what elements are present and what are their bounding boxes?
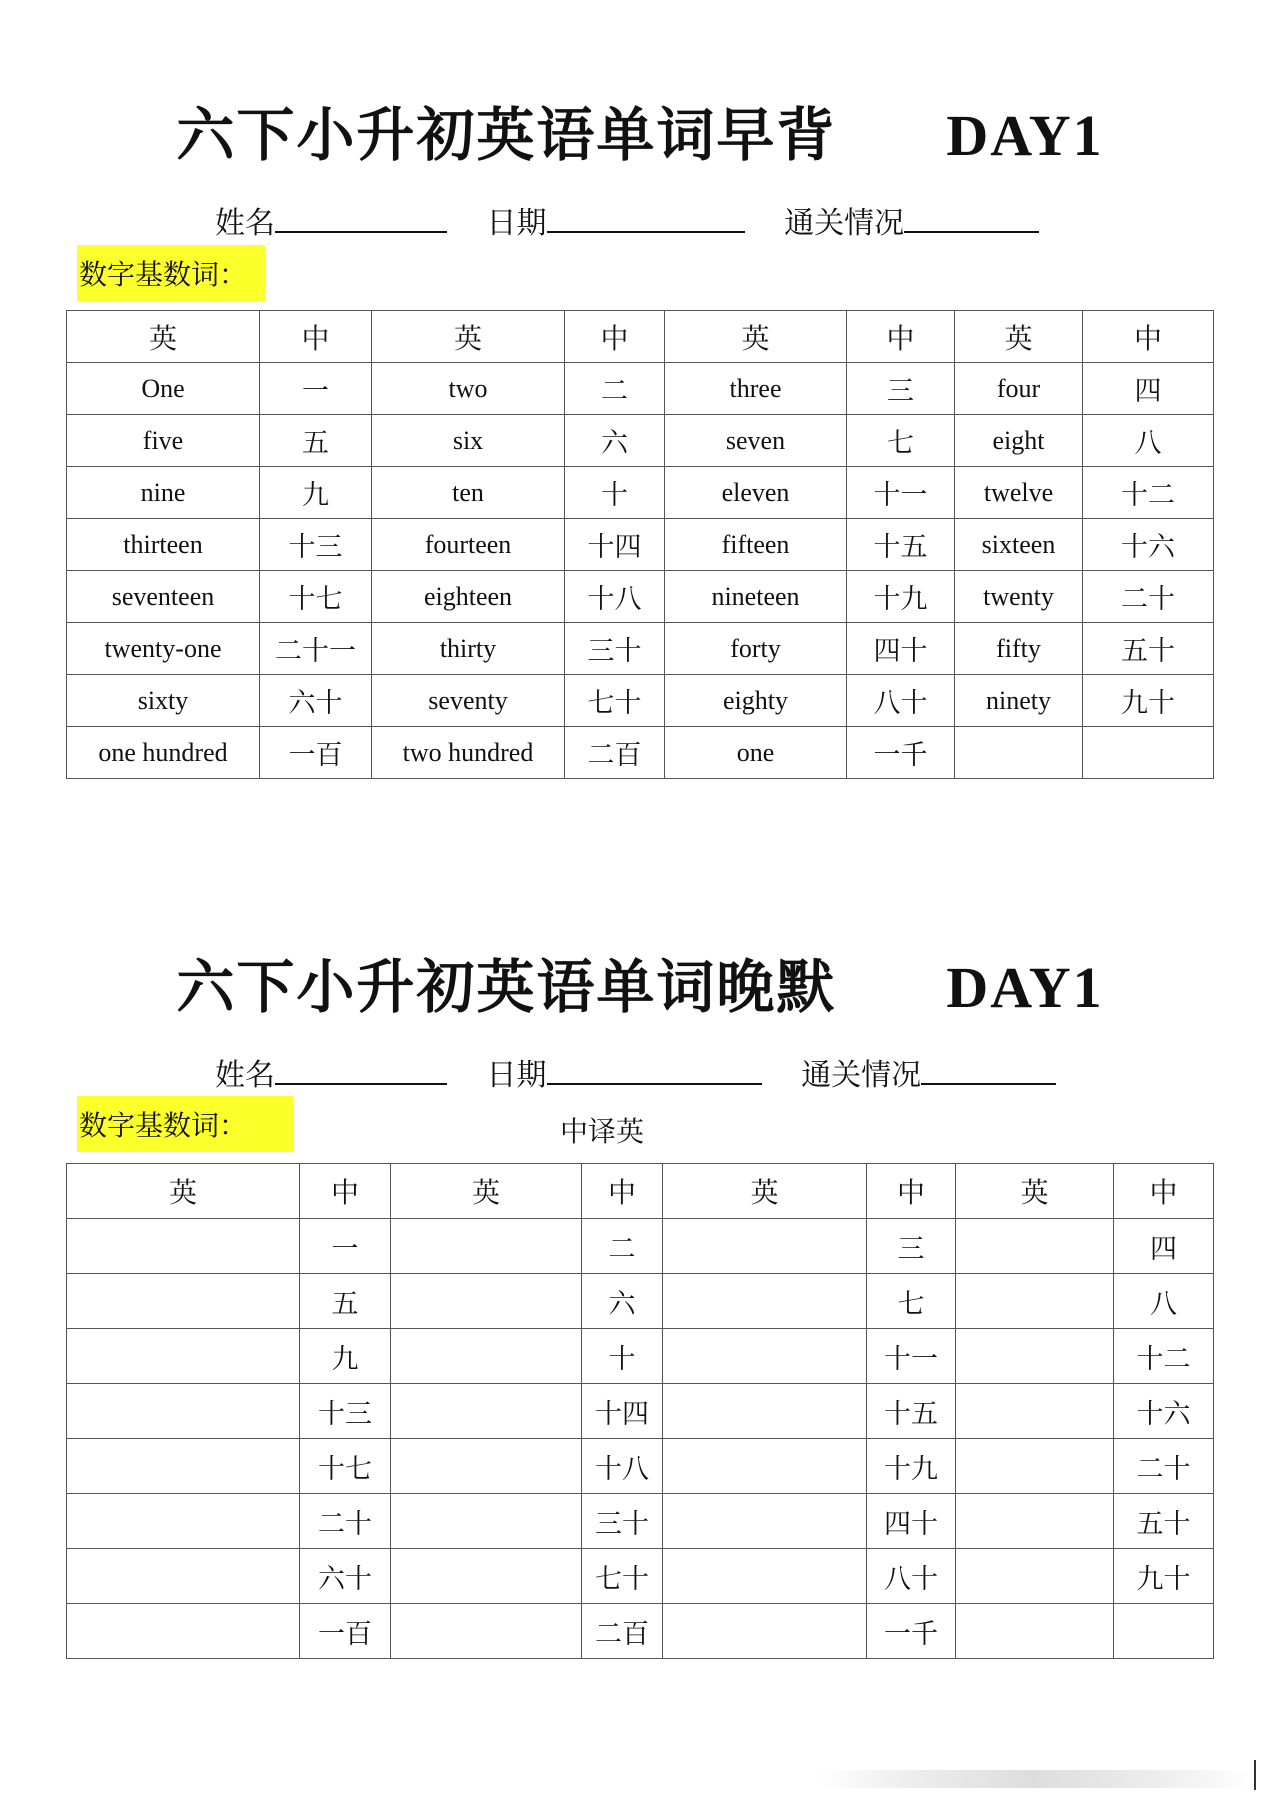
- english-cell[interactable]: [67, 1274, 300, 1329]
- english-cell: [955, 727, 1083, 779]
- chinese-cell: 十五: [847, 519, 955, 571]
- english-cell: four: [955, 363, 1083, 415]
- morning-table-body: [67, 311, 1214, 779]
- chinese-cell: 一: [260, 363, 372, 415]
- chinese-cell: 十三: [260, 519, 372, 571]
- table-row: [67, 571, 1214, 623]
- table-row: [67, 1494, 1214, 1549]
- chinese-cell: 二十: [1114, 1439, 1214, 1494]
- header-chinese: 中: [847, 311, 955, 363]
- header-chinese: 中: [867, 1164, 956, 1219]
- chinese-cell: 六: [582, 1274, 663, 1329]
- table-row: [67, 519, 1214, 571]
- english-cell: thirty: [372, 623, 565, 675]
- evening-section-label: 数字基数词：: [77, 1096, 293, 1152]
- chinese-cell: 五: [260, 415, 372, 467]
- morning-title-text: 六下小升初英语单词早背: [176, 101, 837, 169]
- table-row: [67, 363, 1214, 415]
- evening-subhead: 中译英: [560, 1115, 645, 1148]
- chinese-cell: 一千: [847, 727, 955, 779]
- evening-title: [0, 940, 1280, 1024]
- english-cell[interactable]: [956, 1384, 1114, 1439]
- header-english: 英: [955, 311, 1083, 363]
- header-chinese: 中: [300, 1164, 391, 1219]
- english-cell: seventeen: [67, 571, 260, 623]
- chinese-cell: 十六: [1083, 519, 1214, 571]
- chinese-cell: 十一: [847, 467, 955, 519]
- name-label: 姓名: [215, 206, 275, 241]
- english-cell[interactable]: [663, 1219, 867, 1274]
- chinese-cell: 十: [582, 1329, 663, 1384]
- chinese-cell: 十九: [867, 1439, 956, 1494]
- english-cell[interactable]: [67, 1604, 300, 1659]
- chinese-cell: 六十: [300, 1549, 391, 1604]
- header-chinese: 中: [260, 311, 372, 363]
- name-label: 姓名: [215, 1058, 275, 1093]
- chinese-cell: 六十: [260, 675, 372, 727]
- english-cell[interactable]: [391, 1439, 582, 1494]
- header-chinese: 中: [1083, 311, 1214, 363]
- chinese-cell: 十九: [847, 571, 955, 623]
- chinese-cell: 七十: [582, 1549, 663, 1604]
- table-row: [67, 1439, 1214, 1494]
- header-english: 英: [665, 311, 847, 363]
- header-english: 英: [391, 1164, 582, 1219]
- chinese-cell: 八十: [847, 675, 955, 727]
- header-english: 英: [956, 1164, 1114, 1219]
- english-cell[interactable]: [391, 1274, 582, 1329]
- english-cell[interactable]: [663, 1439, 867, 1494]
- header-english: 英: [67, 311, 260, 363]
- english-cell: eighteen: [372, 571, 565, 623]
- chinese-cell: [1114, 1604, 1214, 1659]
- chinese-cell: 六: [565, 415, 665, 467]
- english-cell: eighty: [665, 675, 847, 727]
- english-cell: twenty-one: [67, 623, 260, 675]
- date-label: 日期: [486, 206, 547, 241]
- evening-day: DAY1: [946, 955, 1104, 1020]
- english-cell: seventy: [372, 675, 565, 727]
- chinese-cell: 五: [300, 1274, 391, 1329]
- table-row: [67, 467, 1214, 519]
- chinese-cell: 十八: [565, 571, 665, 623]
- english-cell[interactable]: [663, 1274, 867, 1329]
- chinese-cell: 二百: [582, 1604, 663, 1659]
- date-blank[interactable]: [547, 1059, 762, 1085]
- chinese-cell: 一百: [300, 1604, 391, 1659]
- chinese-cell: 四十: [867, 1494, 956, 1549]
- english-cell[interactable]: [956, 1494, 1114, 1549]
- english-cell[interactable]: [67, 1549, 300, 1604]
- english-cell[interactable]: [956, 1439, 1114, 1494]
- english-cell[interactable]: [391, 1384, 582, 1439]
- chinese-cell: 八十: [867, 1549, 956, 1604]
- chinese-cell: 二十: [300, 1494, 391, 1549]
- date-blank[interactable]: [547, 207, 745, 233]
- english-cell[interactable]: [956, 1604, 1114, 1659]
- chinese-cell: 二: [565, 363, 665, 415]
- english-cell[interactable]: [956, 1219, 1114, 1274]
- english-cell: six: [372, 415, 565, 467]
- english-cell: nineteen: [665, 571, 847, 623]
- chinese-cell: 三: [867, 1219, 956, 1274]
- english-cell: sixty: [67, 675, 260, 727]
- english-cell: nine: [67, 467, 260, 519]
- scan-artifact: [820, 1770, 1250, 1788]
- header-chinese: 中: [1114, 1164, 1214, 1219]
- name-blank[interactable]: [275, 1059, 447, 1085]
- english-cell: fifteen: [665, 519, 847, 571]
- english-cell[interactable]: [391, 1604, 582, 1659]
- page-edge-mark: [1254, 1760, 1256, 1790]
- morning-word-table: [66, 310, 1214, 779]
- english-cell[interactable]: [663, 1549, 867, 1604]
- date-label: 日期: [486, 1058, 547, 1093]
- english-cell[interactable]: [67, 1219, 300, 1274]
- status-label: 通关情况: [784, 206, 905, 241]
- evening-title-text: 六下小升初英语单词晚默: [176, 953, 837, 1021]
- english-cell[interactable]: [67, 1329, 300, 1384]
- english-cell: eleven: [665, 467, 847, 519]
- english-cell: forty: [665, 623, 847, 675]
- table-row: [67, 1604, 1214, 1659]
- chinese-cell: 七: [867, 1274, 956, 1329]
- table-row: [67, 623, 1214, 675]
- english-cell: sixteen: [955, 519, 1083, 571]
- chinese-cell: 九十: [1083, 675, 1214, 727]
- chinese-cell: 八: [1114, 1274, 1214, 1329]
- evening-word-table: [66, 1163, 1214, 1659]
- english-cell[interactable]: [956, 1329, 1114, 1384]
- english-cell: fourteen: [372, 519, 565, 571]
- morning-fields: [215, 198, 1039, 242]
- table-row: [67, 727, 1214, 779]
- table-row: [67, 1384, 1214, 1439]
- english-cell: two: [372, 363, 565, 415]
- chinese-cell: 十五: [867, 1384, 956, 1439]
- chinese-cell: 三十: [582, 1494, 663, 1549]
- english-cell[interactable]: [956, 1549, 1114, 1604]
- chinese-cell: 三: [847, 363, 955, 415]
- chinese-cell: 十三: [300, 1384, 391, 1439]
- chinese-cell: 十四: [582, 1384, 663, 1439]
- header-row: [67, 1164, 1214, 1219]
- name-blank[interactable]: [275, 207, 447, 233]
- table-row: [67, 675, 1214, 727]
- header-english: 英: [67, 1164, 300, 1219]
- english-cell: ten: [372, 467, 565, 519]
- english-cell[interactable]: [663, 1494, 867, 1549]
- status-label: 通关情况: [801, 1058, 922, 1093]
- chinese-cell: 四: [1083, 363, 1214, 415]
- chinese-cell: 五十: [1083, 623, 1214, 675]
- english-cell: thirteen: [67, 519, 260, 571]
- header-chinese: 中: [565, 311, 665, 363]
- chinese-cell: 二十: [1083, 571, 1214, 623]
- chinese-cell: 十七: [260, 571, 372, 623]
- evening-fields: [215, 1050, 1056, 1094]
- table-row: [67, 415, 1214, 467]
- header-chinese: 中: [582, 1164, 663, 1219]
- chinese-cell: 一: [300, 1219, 391, 1274]
- header-row: [67, 311, 1214, 363]
- status-blank[interactable]: [921, 1059, 1056, 1085]
- english-cell: One: [67, 363, 260, 415]
- morning-day: DAY1: [946, 103, 1104, 168]
- table-row: [67, 1274, 1214, 1329]
- english-cell: one: [665, 727, 847, 779]
- english-cell[interactable]: [391, 1494, 582, 1549]
- chinese-cell: 一千: [867, 1604, 956, 1659]
- english-cell: one hundred: [67, 727, 260, 779]
- english-cell: eight: [955, 415, 1083, 467]
- table-row: [67, 1549, 1214, 1604]
- chinese-cell: 十四: [565, 519, 665, 571]
- header-english: 英: [372, 311, 565, 363]
- chinese-cell: 九十: [1114, 1549, 1214, 1604]
- evening-table-body: [67, 1164, 1214, 1659]
- english-cell[interactable]: [663, 1384, 867, 1439]
- chinese-cell: 十二: [1083, 467, 1214, 519]
- english-cell[interactable]: [67, 1494, 300, 1549]
- chinese-cell: 七十: [565, 675, 665, 727]
- chinese-cell: 十二: [1114, 1329, 1214, 1384]
- chinese-cell: 五十: [1114, 1494, 1214, 1549]
- english-cell: twelve: [955, 467, 1083, 519]
- morning-title: [0, 88, 1280, 172]
- english-cell: two hundred: [372, 727, 565, 779]
- chinese-cell: 四十: [847, 623, 955, 675]
- english-cell: twenty: [955, 571, 1083, 623]
- chinese-cell: 十: [565, 467, 665, 519]
- english-cell: seven: [665, 415, 847, 467]
- header-english: 英: [663, 1164, 867, 1219]
- chinese-cell: 十六: [1114, 1384, 1214, 1439]
- chinese-cell: 十一: [867, 1329, 956, 1384]
- chinese-cell: [1083, 727, 1214, 779]
- english-cell[interactable]: [67, 1384, 300, 1439]
- english-cell[interactable]: [391, 1219, 582, 1274]
- chinese-cell: 二百: [565, 727, 665, 779]
- english-cell: three: [665, 363, 847, 415]
- english-cell[interactable]: [663, 1329, 867, 1384]
- chinese-cell: 二: [582, 1219, 663, 1274]
- english-cell: fifty: [955, 623, 1083, 675]
- chinese-cell: 八: [1083, 415, 1214, 467]
- chinese-cell: 十八: [582, 1439, 663, 1494]
- english-cell[interactable]: [956, 1274, 1114, 1329]
- english-cell[interactable]: [391, 1549, 582, 1604]
- chinese-cell: 九: [300, 1329, 391, 1384]
- chinese-cell: 七: [847, 415, 955, 467]
- english-cell: five: [67, 415, 260, 467]
- chinese-cell: 三十: [565, 623, 665, 675]
- english-cell[interactable]: [663, 1604, 867, 1659]
- english-cell[interactable]: [67, 1439, 300, 1494]
- chinese-cell: 四: [1114, 1219, 1214, 1274]
- chinese-cell: 一百: [260, 727, 372, 779]
- morning-section-label: 数字基数词：: [77, 245, 265, 301]
- status-blank[interactable]: [904, 207, 1039, 233]
- chinese-cell: 二十一: [260, 623, 372, 675]
- table-row: [67, 1219, 1214, 1274]
- chinese-cell: 九: [260, 467, 372, 519]
- english-cell[interactable]: [391, 1329, 582, 1384]
- table-row: [67, 1329, 1214, 1384]
- english-cell: ninety: [955, 675, 1083, 727]
- chinese-cell: 十七: [300, 1439, 391, 1494]
